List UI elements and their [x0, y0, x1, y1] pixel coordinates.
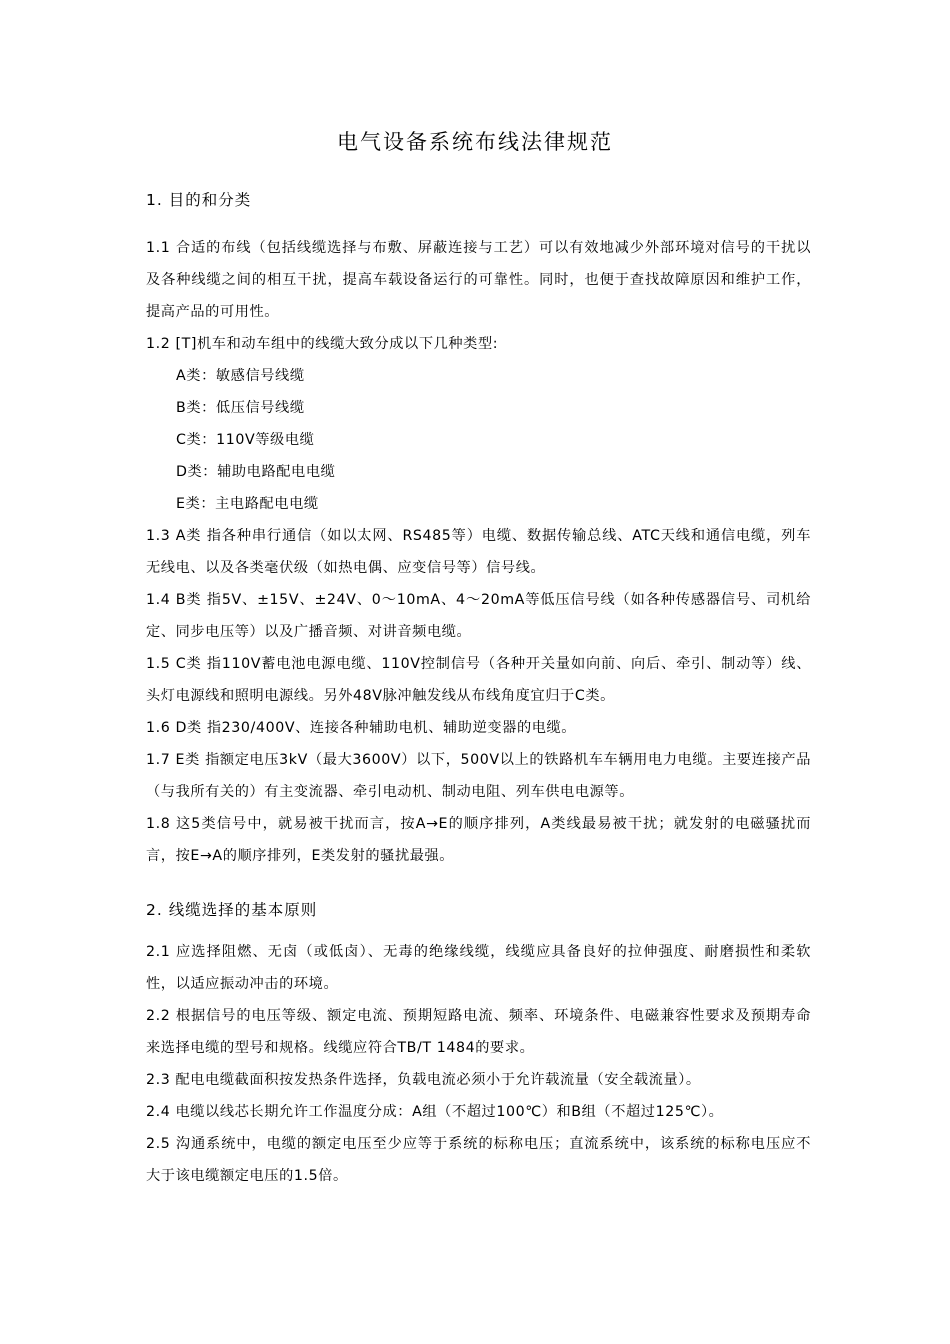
paragraph-2-3: 2.3 配电电缆截面积按发热条件选择，负载电流必须小于允许载流量（安全载流量）。	[146, 1072, 701, 1088]
paragraph-2-4: 2.4 电缆以线芯长期允许工作温度分成：A组（不超过100℃）和B组（不超过125℃）。	[146, 1104, 724, 1120]
paragraph-1-1: 1.1 合适的布线（包括线缆选择与布敷、屏蔽连接与工艺）可以有效地减少外部环境对信号的干扰以及各种线缆之间的相互干扰，提高车载设备运行的可靠性。同时，也便于查找故障原因和维护工作，提高产品的可用性。	[146, 240, 811, 320]
paragraph-1-4: 1.4 B类 指5V、±15V、±24V、0～10mA、4～20mA等低压信号线（如各种传感器信号、司机给定、同步电压等）以及广播音频、对讲音频电缆。	[146, 592, 811, 640]
cable-type-list	[146, 360, 811, 520]
section-1-body	[146, 232, 811, 872]
document-title: 电气设备系统布线法律规范	[337, 130, 613, 154]
paragraph-2-1: 2.1 应选择阻燃、无卤（或低卤）、无毒的绝缘线缆，线缆应具备良好的拉伸强度、耐磨损性和柔软性，以适应振动冲击的环境。	[146, 944, 811, 992]
cable-type-b: B类：低压信号线缆	[176, 400, 305, 416]
paragraph-1-6: 1.6 D类 指230/400V、连接各种辅助电机、辅助逆变器的电缆。	[146, 720, 577, 736]
cable-type-a: A类：敏感信号线缆	[176, 368, 305, 384]
paragraph-2-2: 2.2 根据信号的电压等级、额定电流、预期短路电流、频率、环境条件、电磁兼容性要求及预期寿命来选择电缆的型号和规格。线缆应符合TB/T 1484的要求。	[146, 1008, 811, 1056]
cable-type-d: D类：辅助电路配电电缆	[176, 464, 336, 480]
cable-type-c: C类：110V等级电缆	[176, 432, 315, 448]
section-1-heading: 1. 目的和分类	[146, 191, 252, 209]
cable-type-e: E类：主电路配电电缆	[176, 496, 319, 512]
paragraph-1-3: 1.3 A类 指各种串行通信（如以太网、RS485等）电缆、数据传输总线、ATC天线和通信电缆，列车无线电、以及各类毫伏级（如热电偶、应变信号等）信号线。	[146, 528, 811, 576]
paragraph-1-7: 1.7 E类 指额定电压3kV（最大3600V）以下，500V以上的铁路机车车辆用电力电缆。主要连接产品（与我所有关的）有主变流器、牵引电动机、制动电阻、列车供电电源等。	[146, 752, 811, 800]
paragraph-1-2: 1.2 [T]机车和动车组中的线缆大致分成以下几种类型:	[146, 336, 499, 352]
section-2-body	[146, 936, 811, 1192]
paragraph-1-5: 1.5 C类 指110V蓄电池电源电缆、110V控制信号（各种开关量如向前、向后、牵引、制动等）线、头灯电源线和照明电源线。另外48V脉冲触发线从布线角度宜归于C类。	[146, 656, 811, 704]
paragraph-1-8: 1.8 这5类信号中，就易被干扰而言，按A→E的顺序排列，A类线最易被干扰；就发射的电磁骚扰而言，按E→A的顺序排列，E类发射的骚扰最强。	[146, 816, 811, 864]
paragraph-2-5: 2.5 沟通系统中，电缆的额定电压至少应等于系统的标称电压；直流系统中，该系统的标称电压应不大于该电缆额定电压的1.5倍。	[146, 1136, 811, 1184]
section-2-heading: 2. 线缆选择的基本原则	[146, 901, 318, 919]
